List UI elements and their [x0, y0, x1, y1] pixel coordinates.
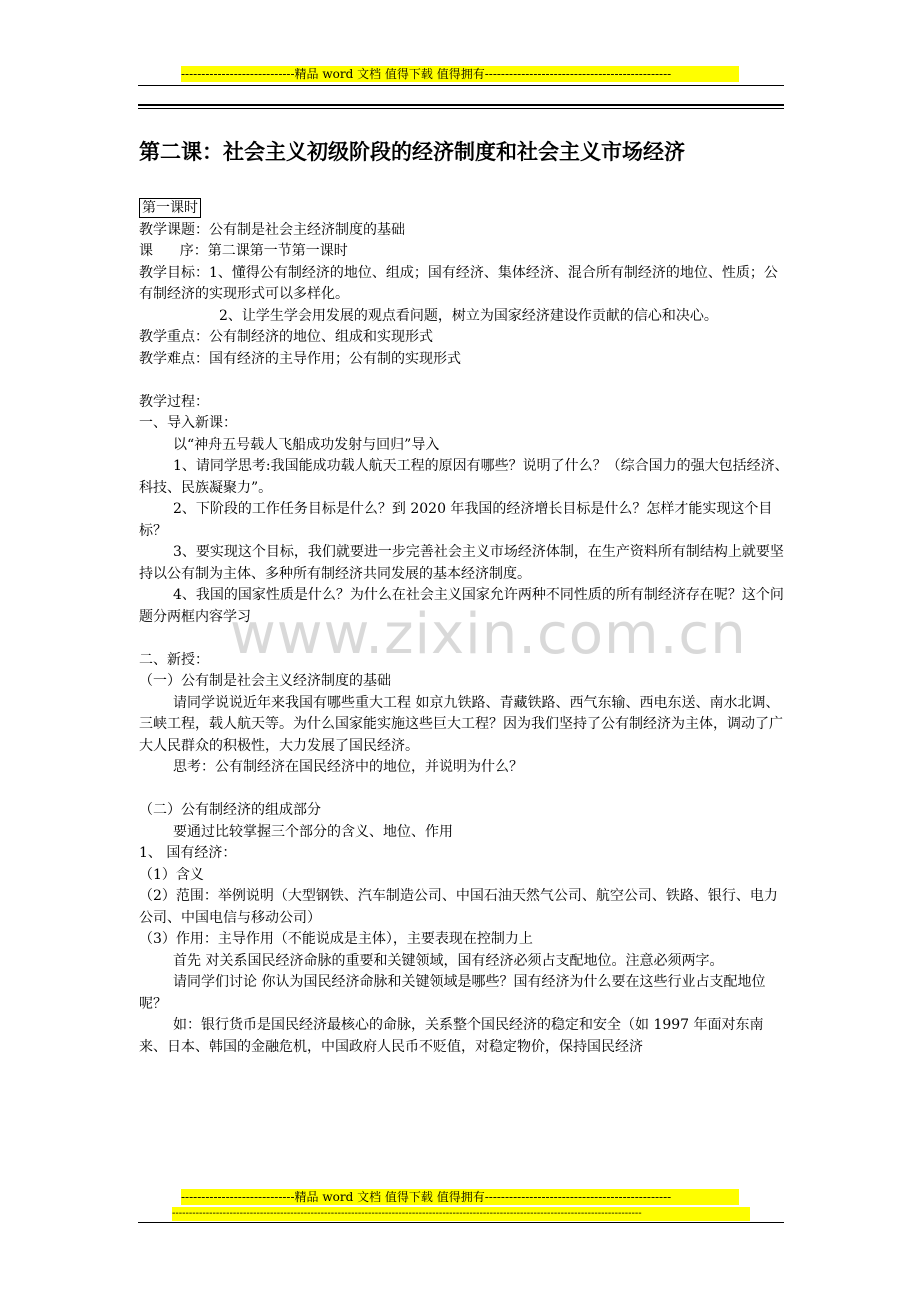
footer-dashes: ------------------------------------------------------------------------------------------------------------------------------------------- [172, 1207, 750, 1221]
section-2-heading: （二）公有制经济的组成部分 [139, 802, 321, 818]
watermark: www.zixin.com.cn [230, 602, 747, 667]
session-label: 第一课时 [139, 198, 201, 218]
document-title: 第二课：社会主义初级阶段的经济制度和社会主义市场经济 [139, 140, 685, 164]
goal-line-1: 教学目标：1、懂得公有制经济的地位、组成；国有经济、集体经济、混合所有制经济的地位、性质；公有制经济的实现形式可以多样化。 [139, 264, 778, 302]
footer-rule [138, 1222, 784, 1223]
section-2-lead: 要通过比较掌握三个部分的含义、地位、作用 [173, 823, 453, 840]
question-2: 2、下阶段的工作任务目标是什么？到 2020 年我国的经济增长目标是什么？怎样才能实现这个目标？ [139, 501, 773, 539]
header-banner: ----------------------------精品 word 文档 值得下载 值得拥有---------------------------------------------- [181, 66, 739, 82]
key-point-line: 教学重点：公有制经济的地位、组成和实现形式 [139, 329, 433, 345]
section-1-paragraph: 请同学说说近年来我国有哪些重大工程 如京九铁路、青藏铁路、西气东输、西电东送、南水北调、三峡工程，载人航天等。为什么国家能实施这些巨大工程？因为我们坚持了公有制经济为主体，调动了广大人民群众的积极性，大力发展了国民经济。 [139, 694, 783, 754]
meaning-item: （1）含义 [139, 866, 204, 883]
process-heading: 教学过程： [139, 393, 209, 410]
intro-heading: 一、导入新课： [139, 415, 237, 431]
topic-line: 教学课题：公有制是社会主经济制度的基础 [139, 221, 405, 238]
section-1-heading: （一）公有制是社会主义经济制度的基础 [139, 673, 391, 689]
new-lesson-heading: 二、新授： [139, 651, 209, 668]
role-item: （3）作用：主导作用（不能说成是主体），主要表现在控制力上 [139, 931, 533, 947]
header-double-rule-thick [138, 104, 784, 106]
state-economy-heading: 1、 国有经济： [139, 845, 237, 861]
question-4: 4、我国的国家性质是什么？为什么在社会主义国家允许两种不同性质的所有制经济存在呢？这个问题分两框内容学习 [139, 587, 784, 625]
scope-item: （2）范围：举例说明（大型钢铁、汽车制造公司、中国石油天然气公司、航空公司、铁路、银行、电力公司、中国电信与移动公司） [139, 888, 778, 926]
question-3: 3、要实现这个目标，我们就要进一步完善社会主义市场经济体制，在生产资料所有制结构上就要坚持以公有制为主体、多种所有制经济共同发展的基本经济制度。 [139, 544, 784, 582]
session-label-line [139, 198, 789, 220]
footer-banner: ----------------------------精品 word 文档 值得下载 值得拥有---------------------------------------------- [181, 1189, 739, 1205]
section-1-think: 思考：公有制经济在国民经济中的地位，并说明为什么？ [173, 759, 523, 775]
intro-lead: 以“神舟五号载人飞船成功发射与回归”导入 [173, 436, 440, 453]
document-body [139, 198, 789, 1058]
difficulty-line: 教学难点：国有经济的主导作用；公有制的实现形式 [139, 350, 461, 367]
goal-line-2: 2、让学生学会用发展的观点看问题，树立为国家经济建设作贡献的信心和决心。 [219, 307, 718, 324]
discuss-paragraph: 请同学们讨论 你认为国民经济命脉和关键领域是哪些？国有经济为什么要在这些行业占支配地位呢？ [139, 974, 766, 1012]
example-paragraph: 如：银行货币是国民经济最核心的命脉，关系整个国民经济的稳定和安全（如 1997 年面对东南来、日本、韩国的金融危机，中国政府人民币不贬值，对稳定物价，保持国民经济 [139, 1017, 764, 1055]
order-line: 课 序：第二课第一节第一课时 [139, 243, 348, 259]
first-paragraph: 首先 对关系国民经济命脉的重要和关键领域，国有经济必须占支配地位。注意必须两字。 [173, 952, 724, 969]
header-rule [138, 85, 784, 86]
header-double-rule-thin [138, 108, 784, 109]
question-1: 1、请同学思考:我国能成功载人航天工程的原因有哪些？说明了什么？（综合国力的强大包括经济、科技、民族凝聚力”。 [139, 458, 789, 496]
